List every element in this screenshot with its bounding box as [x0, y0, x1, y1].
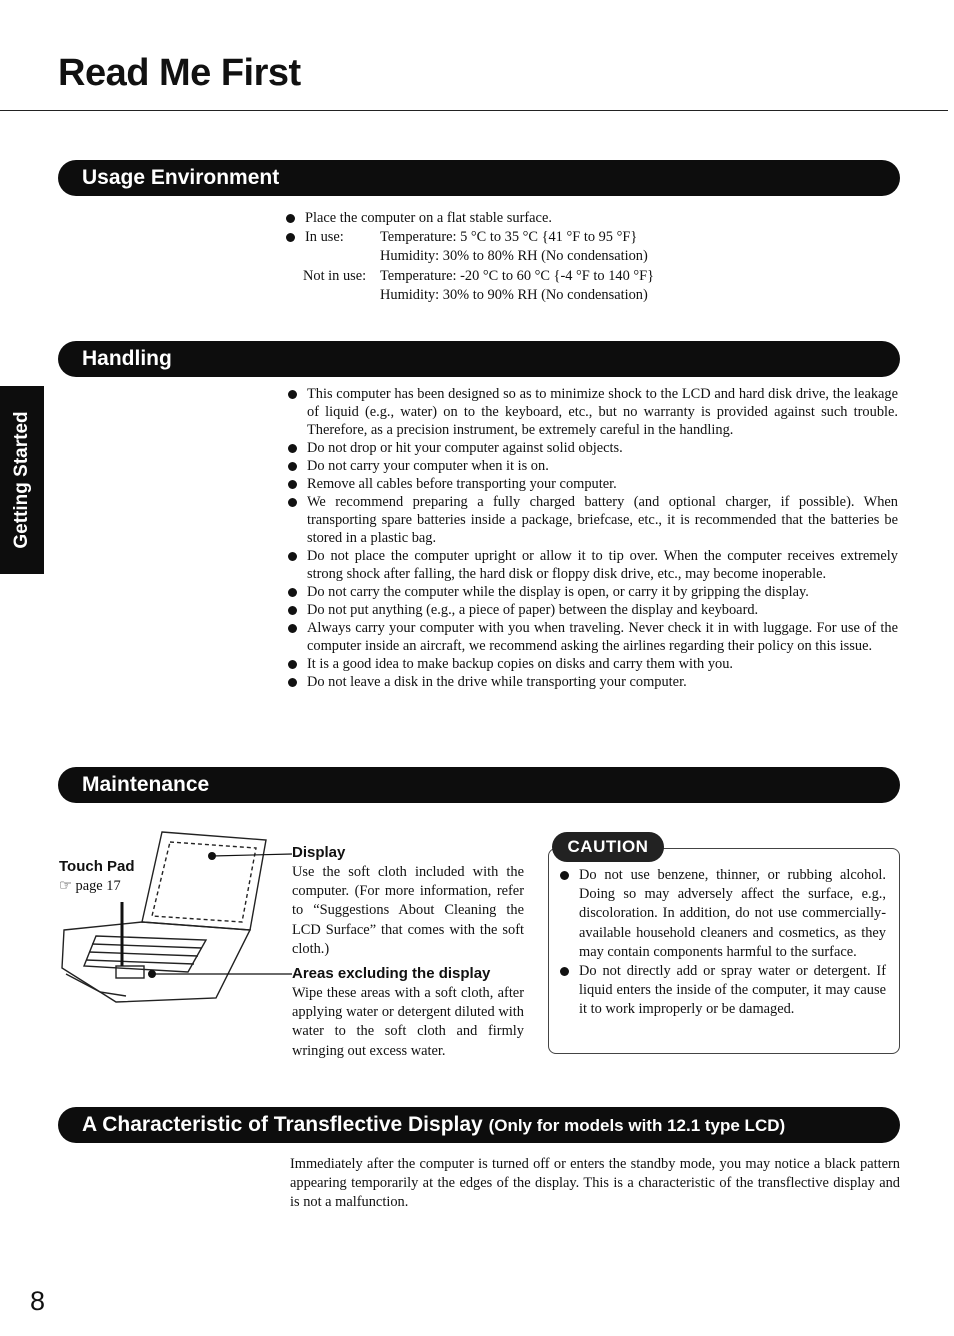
display-heading: Display	[292, 844, 346, 861]
caution-list	[560, 866, 886, 1020]
transflective-heading: A Characteristic of Transflective Display	[82, 1113, 483, 1136]
usage-list	[286, 209, 906, 247]
handling-text	[288, 385, 898, 691]
list-item: Place the computer on a flat stable surface.	[286, 209, 906, 228]
not-in-use-temperature: Temperature: -20 °C to 60 °C {-4 °F to 140 °F}	[380, 267, 655, 284]
list-item: Do not carry your computer when it is on.	[288, 457, 898, 475]
usage-environment-text	[286, 209, 906, 305]
section-heading-transflective-display	[58, 1107, 900, 1143]
list-item	[286, 228, 906, 247]
title-rule	[0, 110, 948, 111]
areas-text: Wipe these areas with a soft cloth, after applying water or detergent diluted with water to the soft cloth and firmly wringing out excess water.	[292, 985, 524, 1059]
display-text: Use the soft cloth included with the computer. (For more information, refer to “Suggestions About Cleaning the LCD Surface” that comes with the soft cloth.)	[292, 864, 524, 957]
list-item: Do not drop or hit your computer against solid objects.	[288, 439, 898, 457]
handling-list	[288, 385, 898, 691]
list-item: Do not put anything (e.g., a piece of paper) between the display and keyboard.	[288, 601, 898, 619]
touch-pad-label: Touch Pad	[59, 858, 135, 875]
page-title: Read Me First	[58, 52, 301, 94]
list-item: Do not place the computer upright or allow it to tip over. When the computer receives extremely strong shock after falling, the hard disk or floppy disk drive, etc., may become inoperable.	[288, 547, 898, 583]
list-item: Do not directly add or spray water or detergent. If liquid enters the inside of the computer, it may cause it to work improperly or be damaged.	[560, 962, 886, 1020]
list-item: Remove all cables before transporting your computer.	[288, 475, 898, 493]
section-heading-usage-environment: Usage Environment	[58, 160, 900, 196]
list-item: Always carry your computer with you when traveling. Never check it in with luggage. For use of the computer inside an aircraft, we recommend asking the airlines regarding their policy on this issue.	[288, 619, 898, 655]
in-use-temperature: Temperature: 5 °C to 35 °C {41 °F to 95 °F}	[380, 229, 638, 246]
transflective-text: Immediately after the computer is turned off or enters the standby mode, you may notice a black pattern appearing temporarily at the edges of the display. This is a characteristic of the transflective display and is not a malfunction.	[290, 1156, 900, 1211]
list-item: Do not use benzene, thinner, or rubbing alcohol. Doing so may adversely affect the surface, e.g., discoloration. In addition, do not use commercially-available household cleaners and cosmetics, as they may contain components harmful to the surface.	[560, 866, 886, 962]
areas-cleaning-block	[292, 965, 524, 1061]
reference-arrow-icon: ☞	[59, 878, 72, 894]
list-item: It is a good idea to make backup copies on disks and carry them with you.	[288, 655, 898, 673]
touch-pad-reference	[59, 878, 121, 895]
caution-text	[560, 866, 886, 1020]
list-item: We recommend preparing a fully charged battery (and optional charger, if possible). When transporting spare batteries inside a package, briefcase, etc., it is recommended that the batteries be stored in a plastic bag.	[288, 493, 898, 547]
in-use-label: In use:	[305, 229, 344, 246]
list-item: Do not carry the computer while the display is open, or carry it by gripping the display.	[288, 583, 898, 601]
not-in-use-humidity: Humidity: 30% to 90% RH (No condensation)	[380, 286, 648, 303]
section-heading-maintenance: Maintenance	[58, 767, 900, 803]
laptop-handle	[66, 974, 126, 996]
display-cleaning-block	[292, 844, 524, 959]
areas-heading: Areas excluding the display	[292, 965, 491, 982]
list-item: Do not leave a disk in the drive while transporting your computer.	[288, 673, 898, 691]
touch-pad-page: page 17	[75, 878, 121, 894]
side-tab	[0, 386, 44, 574]
not-in-use-label: Not in use:	[303, 267, 367, 284]
in-use-humidity: Humidity: 30% to 80% RH (No condensation)	[380, 248, 648, 265]
list-item: This computer has been designed so as to minimize shock to the LCD and hard disk drive, the leakage of liquid (e.g., water) on to the keyboard, etc., but no warranty is provided against such trouble. Therefore, as a precision instrument, be extremely careful in the handling.	[288, 385, 898, 439]
caution-badge: CAUTION	[552, 832, 664, 862]
laptop-illustration	[56, 826, 292, 1016]
section-heading-handling: Handling	[58, 341, 900, 377]
page-number: 8	[30, 1286, 46, 1316]
side-tab-label: Getting Started	[11, 411, 32, 549]
transflective-heading-note: (Only for models with 12.1 type LCD)	[488, 1116, 786, 1135]
laptop-lid-inner	[152, 842, 256, 922]
